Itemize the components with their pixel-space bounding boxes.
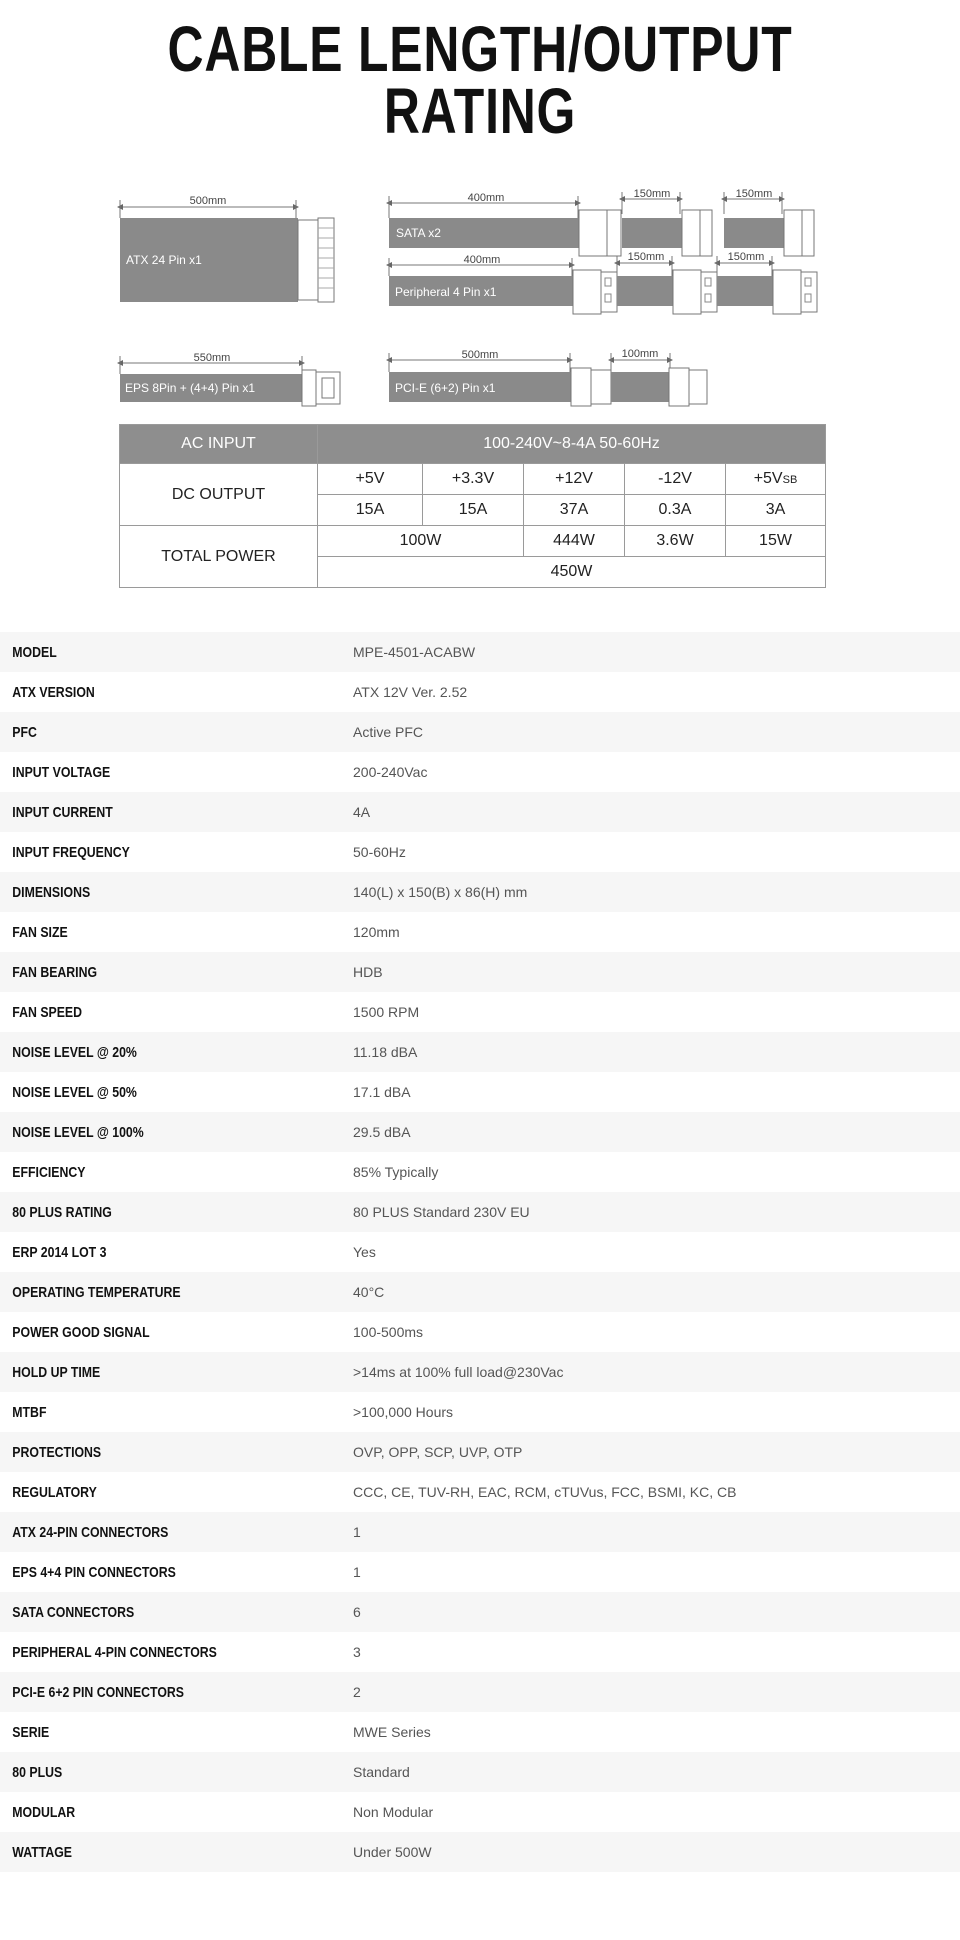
spec-row: [0, 1152, 960, 1192]
spec-key: 80 PLUS: [12, 1763, 63, 1781]
spec-row: [0, 1792, 960, 1832]
spec-key: MODEL: [12, 643, 57, 661]
cable-pcie: [389, 348, 707, 406]
cable-peripheral: [389, 251, 817, 314]
spec-key: 80 PLUS RATING: [12, 1203, 112, 1221]
spec-row: [0, 1672, 960, 1712]
spec-value: CCC, CE, TUV-RH, EAC, RCM, cTUVus, FCC, BSMI, KC, CB: [353, 1484, 737, 1500]
current-5vsb: 3A: [726, 495, 826, 526]
spec-key: SERIE: [12, 1723, 50, 1741]
sata-length-1: 400mm: [467, 192, 505, 204]
spec-key: FAN SIZE: [12, 923, 68, 941]
spec-key: HOLD UP TIME: [12, 1363, 101, 1381]
spec-value: MPE-4501-ACABW: [353, 644, 476, 660]
spec-value: 50-60Hz: [353, 844, 406, 860]
spec-key: POWER GOOD SIGNAL: [12, 1323, 150, 1341]
rail-5vsb-main: +5V: [753, 470, 783, 487]
spec-key: NOISE LEVEL @ 50%: [12, 1083, 137, 1101]
pcie-length-1: 500mm: [461, 349, 499, 361]
peripheral-length-3: 150mm: [727, 251, 765, 263]
total-power-value: 450W: [318, 557, 826, 588]
power-5v-3v3: 100W: [318, 526, 524, 557]
spec-key: EPS 4+4 PIN CONNECTORS: [12, 1563, 176, 1581]
spec-key: NOISE LEVEL @ 20%: [12, 1043, 137, 1061]
spec-value: 100-500ms: [353, 1324, 424, 1340]
spec-value: 120mm: [353, 924, 400, 940]
spec-value: 1: [353, 1564, 361, 1580]
title-line-2: RATING: [383, 75, 577, 147]
spec-key: EFFICIENCY: [12, 1163, 86, 1181]
spec-value: 29.5 dBA: [353, 1124, 411, 1140]
spec-row: [0, 1032, 960, 1072]
spec-value: HDB: [353, 964, 383, 980]
peripheral-length-2: 150mm: [627, 251, 665, 263]
spec-row: [0, 1752, 960, 1792]
spec-row: [0, 1192, 960, 1232]
peripheral-length-1: 400mm: [463, 254, 501, 266]
cable-eps: [120, 352, 340, 406]
cable-length-diagram: [0, 180, 960, 420]
spec-value: 6: [353, 1604, 361, 1620]
spec-key: INPUT FREQUENCY: [12, 843, 130, 861]
spec-key: PERIPHERAL 4-PIN CONNECTORS: [12, 1643, 217, 1661]
spec-key: FAN BEARING: [12, 963, 98, 981]
spec-value: 1: [353, 1524, 361, 1540]
spec-value: 85% Typically: [353, 1164, 439, 1180]
spec-row: [0, 1552, 960, 1592]
ac-input-value: 100-240V~8-4A 50-60Hz: [318, 425, 826, 464]
spec-value: Yes: [353, 1244, 376, 1260]
spec-key: OPERATING TEMPERATURE: [12, 1283, 181, 1301]
rail-5vsb-sub: SB: [782, 474, 798, 486]
spec-value: Active PFC: [353, 724, 424, 740]
page-title: [106, 13, 855, 147]
spec-key: NOISE LEVEL @ 100%: [12, 1123, 144, 1141]
spec-row: [0, 1632, 960, 1672]
atx-length: 500mm: [189, 195, 227, 207]
sata-length-3: 150mm: [735, 188, 773, 200]
spec-key: REGULATORY: [12, 1483, 97, 1501]
eps-length: 550mm: [193, 352, 231, 364]
spec-key: PROTECTIONS: [12, 1443, 102, 1461]
spec-row: [0, 1272, 960, 1312]
spec-row: [0, 1432, 960, 1472]
sata-length-2: 150mm: [633, 188, 671, 200]
peripheral-label: Peripheral 4 Pin x1: [395, 285, 497, 299]
spec-row: [0, 1352, 960, 1392]
spec-row: [0, 712, 960, 752]
spec-key: MODULAR: [12, 1803, 76, 1821]
eps-label: EPS 8Pin + (4+4) Pin x1: [125, 381, 256, 395]
spec-value: OVP, OPP, SCP, UVP, OTP: [353, 1444, 523, 1460]
power-5vsb: 15W: [726, 526, 826, 557]
spec-value: >14ms at 100% full load@230Vac: [353, 1364, 564, 1380]
rail-12v: +12V: [524, 464, 625, 495]
pcie-length-2: 100mm: [621, 348, 659, 360]
spec-value: 4A: [353, 804, 371, 820]
spec-value: 40°C: [353, 1284, 385, 1300]
power-12v: 444W: [524, 526, 625, 557]
spec-row: [0, 1232, 960, 1272]
spec-key: PCI-E 6+2 PIN CONNECTORS: [12, 1683, 184, 1701]
spec-row: [0, 1112, 960, 1152]
spec-key: DIMENSIONS: [12, 883, 91, 901]
current-3v3: 15A: [423, 495, 524, 526]
cable-sata: [389, 188, 814, 256]
spec-value: MWE Series: [353, 1724, 431, 1740]
spec-key: SATA CONNECTORS: [12, 1603, 135, 1621]
rail-5v: +5V: [318, 464, 423, 495]
spec-key: INPUT VOLTAGE: [12, 763, 111, 781]
spec-value: 1500 RPM: [353, 1004, 420, 1020]
spec-key: WATTAGE: [12, 1843, 72, 1861]
cable-atx: [120, 195, 334, 302]
current-minus-12v: 0.3A: [625, 495, 726, 526]
spec-value: 80 PLUS Standard 230V EU: [353, 1204, 530, 1220]
spec-value: 2: [353, 1684, 361, 1700]
spec-value: ATX 12V Ver. 2.52: [353, 684, 468, 700]
spec-row: [0, 912, 960, 952]
spec-value: 200-240Vac: [353, 764, 428, 780]
spec-key: PFC: [12, 723, 37, 741]
spec-row: [0, 752, 960, 792]
spec-value: >100,000 Hours: [353, 1404, 454, 1420]
spec-key: ATX VERSION: [12, 683, 95, 701]
spec-row: [0, 992, 960, 1032]
spec-value: Non Modular: [353, 1804, 434, 1820]
spec-row: [0, 832, 960, 872]
spec-value: 140(L) x 150(B) x 86(H) mm: [353, 884, 528, 900]
spec-row: [0, 1712, 960, 1752]
spec-row: [0, 1072, 960, 1112]
spec-row: [0, 1472, 960, 1512]
spec-row: [0, 792, 960, 832]
spec-row: [0, 672, 960, 712]
spec-key: ERP 2014 LOT 3: [12, 1243, 107, 1261]
rail-3v3: +3.3V: [423, 464, 524, 495]
current-12v: 37A: [524, 495, 625, 526]
spec-key: INPUT CURRENT: [12, 803, 113, 821]
spec-row: [0, 632, 960, 672]
rail-5vsb: [726, 464, 826, 495]
spec-row: [0, 1832, 960, 1872]
ac-input-label: AC INPUT: [120, 425, 318, 464]
spec-value: 11.18 dBA: [353, 1044, 418, 1060]
spec-key: FAN SPEED: [12, 1003, 83, 1021]
spec-row: [0, 1592, 960, 1632]
title-line-1: CABLE LENGTH/OUTPUT: [167, 13, 793, 85]
spec-row: [0, 1512, 960, 1552]
power-minus-12v: 3.6W: [625, 526, 726, 557]
spec-row: [0, 1392, 960, 1432]
spec-key: MTBF: [12, 1403, 47, 1421]
pcie-label: PCI-E (6+2) Pin x1: [395, 381, 496, 395]
spec-value: 17.1 dBA: [353, 1084, 411, 1100]
sata-label: SATA x2: [396, 226, 441, 240]
current-5v: 15A: [318, 495, 423, 526]
spec-list: [0, 632, 960, 1872]
spec-value: 3: [353, 1644, 361, 1660]
rail-minus-12v: -12V: [625, 464, 726, 495]
spec-row: [0, 952, 960, 992]
spec-value: Standard: [353, 1764, 410, 1780]
spec-row: [0, 872, 960, 912]
spec-key: ATX 24-PIN CONNECTORS: [12, 1523, 169, 1541]
spec-value: Under 500W: [353, 1844, 432, 1860]
total-power-label: TOTAL POWER: [120, 526, 318, 588]
atx-label: ATX 24 Pin x1: [126, 253, 202, 267]
dc-output-label: DC OUTPUT: [120, 464, 318, 526]
spec-row: [0, 1312, 960, 1352]
output-rating-table: [119, 424, 826, 588]
